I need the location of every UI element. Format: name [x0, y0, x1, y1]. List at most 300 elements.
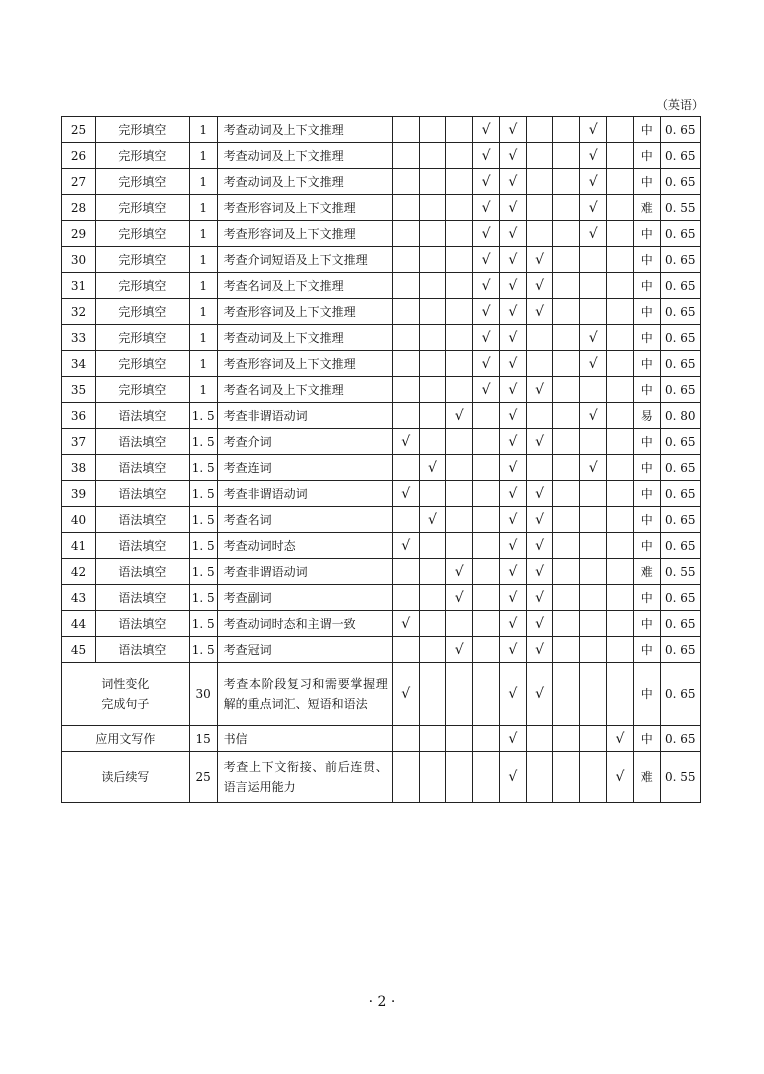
- check-mark: √: [526, 637, 553, 663]
- question-number: 45: [62, 637, 96, 663]
- check-mark: √: [473, 169, 500, 195]
- check-mark: √: [499, 195, 526, 221]
- check-mark: √: [499, 663, 526, 726]
- check-cell: [553, 663, 580, 726]
- question-number: 26: [62, 143, 96, 169]
- check-cell: [607, 507, 634, 533]
- check-cell: [473, 611, 500, 637]
- check-cell: [580, 726, 607, 752]
- difficulty-level: 中: [633, 221, 660, 247]
- check-mark: √: [446, 585, 473, 611]
- question-description: [217, 726, 392, 752]
- exam-analysis-table: [61, 116, 701, 803]
- question-description-label: 书信: [223, 731, 248, 746]
- question-score: 1. 5: [189, 637, 217, 663]
- check-cell: [419, 481, 446, 507]
- check-cell: [392, 247, 419, 273]
- table-row: [62, 195, 701, 221]
- question-score: 1. 5: [189, 611, 217, 637]
- check-mark: √: [499, 143, 526, 169]
- check-cell: [392, 143, 419, 169]
- check-cell: [526, 351, 553, 377]
- difficulty-level: 中: [633, 637, 660, 663]
- table-row: [62, 247, 701, 273]
- check-cell: [580, 533, 607, 559]
- check-cell: [473, 663, 500, 726]
- check-cell: [473, 533, 500, 559]
- difficulty-level: 中: [633, 663, 660, 726]
- check-mark: √: [499, 585, 526, 611]
- check-cell: [607, 143, 634, 169]
- check-mark: √: [499, 455, 526, 481]
- check-mark: √: [499, 611, 526, 637]
- check-cell: [607, 351, 634, 377]
- difficulty-value: 0. 65: [660, 585, 700, 611]
- check-cell: [580, 752, 607, 803]
- check-cell: [446, 752, 473, 803]
- check-cell: [419, 195, 446, 221]
- check-cell: [580, 611, 607, 637]
- check-cell: [419, 169, 446, 195]
- check-cell: [553, 429, 580, 455]
- table-row: [62, 637, 701, 663]
- question-score: 1. 5: [189, 507, 217, 533]
- check-mark: √: [580, 221, 607, 247]
- question-score: 1. 5: [189, 559, 217, 585]
- check-cell: [419, 533, 446, 559]
- check-mark: √: [473, 143, 500, 169]
- difficulty-value: 0. 80: [660, 403, 700, 429]
- check-mark: √: [392, 481, 419, 507]
- check-cell: [419, 117, 446, 143]
- question-description: 考查形容词及上下文推理: [217, 299, 392, 325]
- check-cell: [607, 273, 634, 299]
- check-cell: [446, 351, 473, 377]
- check-cell: [446, 533, 473, 559]
- check-mark: √: [499, 533, 526, 559]
- question-type: 语法填空: [96, 585, 190, 611]
- check-cell: [419, 403, 446, 429]
- check-cell: [553, 247, 580, 273]
- check-cell: [580, 481, 607, 507]
- question-score: 1. 5: [189, 403, 217, 429]
- question-type: 语法填空: [96, 637, 190, 663]
- check-mark: √: [499, 273, 526, 299]
- check-cell: [607, 429, 634, 455]
- check-cell: [392, 585, 419, 611]
- question-score: 1. 5: [189, 585, 217, 611]
- check-mark: √: [499, 221, 526, 247]
- question-type-label: 应用文写作: [95, 731, 156, 746]
- difficulty-value: 0. 65: [660, 247, 700, 273]
- check-cell: [446, 117, 473, 143]
- check-cell: [553, 585, 580, 611]
- question-number: 25: [62, 117, 96, 143]
- check-cell: [392, 726, 419, 752]
- question-score: 1. 5: [189, 455, 217, 481]
- check-cell: [446, 299, 473, 325]
- check-cell: [446, 143, 473, 169]
- check-cell: [419, 351, 446, 377]
- check-cell: [580, 273, 607, 299]
- check-cell: [553, 117, 580, 143]
- table-row: [62, 117, 701, 143]
- check-mark: √: [526, 429, 553, 455]
- question-number: 37: [62, 429, 96, 455]
- question-description: 考查动词及上下文推理: [217, 325, 392, 351]
- check-mark: √: [526, 533, 553, 559]
- table-row: [62, 726, 701, 752]
- question-score: 25: [189, 752, 217, 803]
- check-cell: [392, 351, 419, 377]
- question-number: 28: [62, 195, 96, 221]
- check-cell: [553, 273, 580, 299]
- check-cell: [392, 273, 419, 299]
- question-type: 完形填空: [96, 351, 190, 377]
- difficulty-level: 中: [633, 726, 660, 752]
- check-cell: [419, 247, 446, 273]
- page-number: · 2 ·: [368, 994, 396, 1010]
- question-score: 1: [189, 195, 217, 221]
- check-mark: √: [392, 663, 419, 726]
- check-cell: [419, 663, 446, 726]
- check-mark: √: [392, 533, 419, 559]
- check-mark: √: [526, 585, 553, 611]
- difficulty-level: 中: [633, 325, 660, 351]
- difficulty-value: 0. 65: [660, 377, 700, 403]
- check-mark: √: [392, 611, 419, 637]
- question-type: 完形填空: [96, 325, 190, 351]
- table-row: [62, 403, 701, 429]
- question-description: 考查名词及上下文推理: [217, 377, 392, 403]
- check-cell: [419, 325, 446, 351]
- check-cell: [553, 637, 580, 663]
- check-mark: √: [473, 273, 500, 299]
- question-score: 1: [189, 143, 217, 169]
- check-cell: [607, 611, 634, 637]
- check-mark: √: [526, 273, 553, 299]
- check-mark: √: [473, 377, 500, 403]
- check-mark: √: [473, 221, 500, 247]
- question-score: 1: [189, 377, 217, 403]
- question-number: 42: [62, 559, 96, 585]
- difficulty-value: 0. 65: [660, 117, 700, 143]
- question-number: 40: [62, 507, 96, 533]
- question-score: 1. 5: [189, 533, 217, 559]
- check-cell: [553, 611, 580, 637]
- question-number: 34: [62, 351, 96, 377]
- table-row: [62, 169, 701, 195]
- question-type: 完形填空: [96, 273, 190, 299]
- question-description: 考查名词: [217, 507, 392, 533]
- check-mark: √: [526, 377, 553, 403]
- difficulty-value: 0. 55: [660, 752, 700, 803]
- check-cell: [553, 507, 580, 533]
- check-cell: [473, 726, 500, 752]
- check-cell: [446, 169, 473, 195]
- question-type: 完形填空: [96, 221, 190, 247]
- check-cell: [473, 585, 500, 611]
- check-mark: √: [499, 299, 526, 325]
- difficulty-level: 中: [633, 481, 660, 507]
- difficulty-value: 0. 65: [660, 169, 700, 195]
- difficulty-value: 0. 65: [660, 455, 700, 481]
- check-cell: [392, 752, 419, 803]
- check-cell: [553, 559, 580, 585]
- check-mark: √: [526, 611, 553, 637]
- check-mark: √: [499, 351, 526, 377]
- check-mark: √: [580, 403, 607, 429]
- check-cell: [419, 752, 446, 803]
- check-cell: [607, 481, 634, 507]
- check-cell: [392, 195, 419, 221]
- question-number: 38: [62, 455, 96, 481]
- check-cell: [580, 663, 607, 726]
- check-cell: [553, 221, 580, 247]
- question-description: 考查动词及上下文推理: [217, 117, 392, 143]
- check-cell: [607, 455, 634, 481]
- check-mark: √: [499, 752, 526, 803]
- check-cell: [392, 221, 419, 247]
- difficulty-level: 难: [633, 559, 660, 585]
- question-number: 30: [62, 247, 96, 273]
- table-row: [62, 221, 701, 247]
- difficulty-value: 0. 65: [660, 273, 700, 299]
- difficulty-value: 0. 65: [660, 221, 700, 247]
- question-description: 考查形容词及上下文推理: [217, 195, 392, 221]
- check-cell: [446, 507, 473, 533]
- check-cell: [446, 663, 473, 726]
- check-cell: [553, 481, 580, 507]
- question-description: 考查介词: [217, 429, 392, 455]
- check-cell: [607, 533, 634, 559]
- check-mark: √: [526, 507, 553, 533]
- check-cell: [446, 325, 473, 351]
- question-description: 考查名词及上下文推理: [217, 273, 392, 299]
- question-description: 考查连词: [217, 455, 392, 481]
- question-score: 1: [189, 325, 217, 351]
- question-number: 33: [62, 325, 96, 351]
- question-description: 考查非谓语动词: [217, 481, 392, 507]
- question-description: 考查冠词: [217, 637, 392, 663]
- check-cell: [580, 637, 607, 663]
- difficulty-value: 0. 65: [660, 325, 700, 351]
- check-cell: [607, 299, 634, 325]
- question-description: 考查非谓语动词: [217, 559, 392, 585]
- table-row: [62, 533, 701, 559]
- question-description: 考查动词及上下文推理: [217, 169, 392, 195]
- check-mark: √: [526, 559, 553, 585]
- check-cell: [392, 117, 419, 143]
- check-mark: √: [580, 195, 607, 221]
- check-cell: [607, 559, 634, 585]
- check-cell: [419, 726, 446, 752]
- difficulty-value: 0. 55: [660, 195, 700, 221]
- difficulty-value: 0. 65: [660, 611, 700, 637]
- check-cell: [526, 325, 553, 351]
- difficulty-value: 0. 65: [660, 143, 700, 169]
- question-type: 语法填空: [96, 481, 190, 507]
- question-type: 完形填空: [96, 143, 190, 169]
- difficulty-value: 0. 65: [660, 507, 700, 533]
- question-type: 语法填空: [96, 455, 190, 481]
- check-cell: [607, 325, 634, 351]
- check-cell: [607, 169, 634, 195]
- check-mark: √: [473, 351, 500, 377]
- check-mark: √: [499, 247, 526, 273]
- question-type: 完形填空: [96, 195, 190, 221]
- check-cell: [419, 637, 446, 663]
- question-number: 36: [62, 403, 96, 429]
- check-cell: [580, 299, 607, 325]
- question-type: 完形填空: [96, 299, 190, 325]
- question-score: 1: [189, 117, 217, 143]
- check-cell: [473, 481, 500, 507]
- difficulty-value: 0. 65: [660, 299, 700, 325]
- check-cell: [580, 585, 607, 611]
- check-cell: [553, 195, 580, 221]
- check-cell: [473, 559, 500, 585]
- difficulty-level: 中: [633, 455, 660, 481]
- question-number: 29: [62, 221, 96, 247]
- check-cell: [392, 169, 419, 195]
- check-cell: [392, 403, 419, 429]
- question-type-label: 词性变化 完成句子: [101, 677, 150, 711]
- question-type: 完形填空: [96, 169, 190, 195]
- difficulty-level: 难: [633, 752, 660, 803]
- check-cell: [607, 637, 634, 663]
- question-type: [62, 726, 190, 752]
- check-mark: √: [446, 403, 473, 429]
- check-cell: [446, 247, 473, 273]
- table-row: [62, 299, 701, 325]
- check-cell: [446, 273, 473, 299]
- question-type: [62, 752, 190, 803]
- check-cell: [446, 481, 473, 507]
- question-description: 考查动词及上下文推理: [217, 143, 392, 169]
- question-type-label: 读后续写: [101, 770, 150, 784]
- question-number: 41: [62, 533, 96, 559]
- table-row: [62, 377, 701, 403]
- check-mark: √: [526, 247, 553, 273]
- question-type: 语法填空: [96, 611, 190, 637]
- check-cell: [473, 429, 500, 455]
- question-score: 1. 5: [189, 481, 217, 507]
- question-score: 1: [189, 221, 217, 247]
- check-mark: √: [446, 637, 473, 663]
- difficulty-level: 中: [633, 533, 660, 559]
- difficulty-level: 中: [633, 143, 660, 169]
- difficulty-level: 易: [633, 403, 660, 429]
- difficulty-level: 中: [633, 351, 660, 377]
- check-cell: [607, 663, 634, 726]
- check-cell: [580, 559, 607, 585]
- check-cell: [419, 611, 446, 637]
- difficulty-value: 0. 65: [660, 726, 700, 752]
- check-cell: [553, 726, 580, 752]
- check-cell: [446, 726, 473, 752]
- check-cell: [446, 455, 473, 481]
- check-cell: [553, 377, 580, 403]
- difficulty-value: 0. 65: [660, 663, 700, 726]
- difficulty-value: 0. 65: [660, 481, 700, 507]
- check-mark: √: [526, 481, 553, 507]
- check-mark: √: [499, 169, 526, 195]
- question-description-label: 考查上下文衔接、前后连贯、语言运用能力: [223, 760, 388, 794]
- check-cell: [580, 377, 607, 403]
- question-number: 31: [62, 273, 96, 299]
- check-cell: [392, 299, 419, 325]
- check-cell: [473, 637, 500, 663]
- check-cell: [419, 377, 446, 403]
- check-mark: √: [607, 726, 634, 752]
- difficulty-level: 中: [633, 247, 660, 273]
- table-row: [62, 325, 701, 351]
- question-description: 考查非谓语动词: [217, 403, 392, 429]
- check-cell: [526, 726, 553, 752]
- table-row: [62, 481, 701, 507]
- question-description: 考查介词短语及上下文推理: [217, 247, 392, 273]
- check-mark: √: [473, 195, 500, 221]
- difficulty-level: 中: [633, 585, 660, 611]
- check-mark: √: [446, 559, 473, 585]
- check-mark: √: [580, 351, 607, 377]
- check-cell: [392, 455, 419, 481]
- question-description-label: 考查本阶段复习和需要掌握理解的重点词汇、短语和语法: [223, 677, 388, 711]
- check-cell: [526, 143, 553, 169]
- difficulty-level: 中: [633, 429, 660, 455]
- question-score: 15: [189, 726, 217, 752]
- check-cell: [526, 169, 553, 195]
- question-type: 语法填空: [96, 429, 190, 455]
- check-mark: √: [580, 169, 607, 195]
- check-mark: √: [580, 455, 607, 481]
- check-cell: [473, 752, 500, 803]
- check-mark: √: [499, 429, 526, 455]
- check-cell: [553, 403, 580, 429]
- check-mark: √: [392, 429, 419, 455]
- difficulty-level: 中: [633, 377, 660, 403]
- question-description: 考查副词: [217, 585, 392, 611]
- check-cell: [553, 169, 580, 195]
- question-type: 语法填空: [96, 403, 190, 429]
- table-row: [62, 351, 701, 377]
- question-score: 30: [189, 663, 217, 726]
- table-row: [62, 455, 701, 481]
- check-cell: [446, 195, 473, 221]
- check-cell: [419, 143, 446, 169]
- check-cell: [607, 195, 634, 221]
- check-cell: [553, 455, 580, 481]
- check-cell: [580, 247, 607, 273]
- check-cell: [446, 221, 473, 247]
- question-description: 考查动词时态: [217, 533, 392, 559]
- check-mark: √: [499, 637, 526, 663]
- check-cell: [580, 429, 607, 455]
- check-cell: [419, 273, 446, 299]
- subject-label: （英语）: [655, 98, 704, 112]
- check-cell: [553, 143, 580, 169]
- difficulty-value: 0. 65: [660, 533, 700, 559]
- table-row: [62, 585, 701, 611]
- check-mark: √: [499, 559, 526, 585]
- check-cell: [446, 611, 473, 637]
- question-type: 完形填空: [96, 117, 190, 143]
- check-mark: √: [499, 377, 526, 403]
- difficulty-value: 0. 65: [660, 429, 700, 455]
- check-mark: √: [499, 403, 526, 429]
- difficulty-level: 中: [633, 611, 660, 637]
